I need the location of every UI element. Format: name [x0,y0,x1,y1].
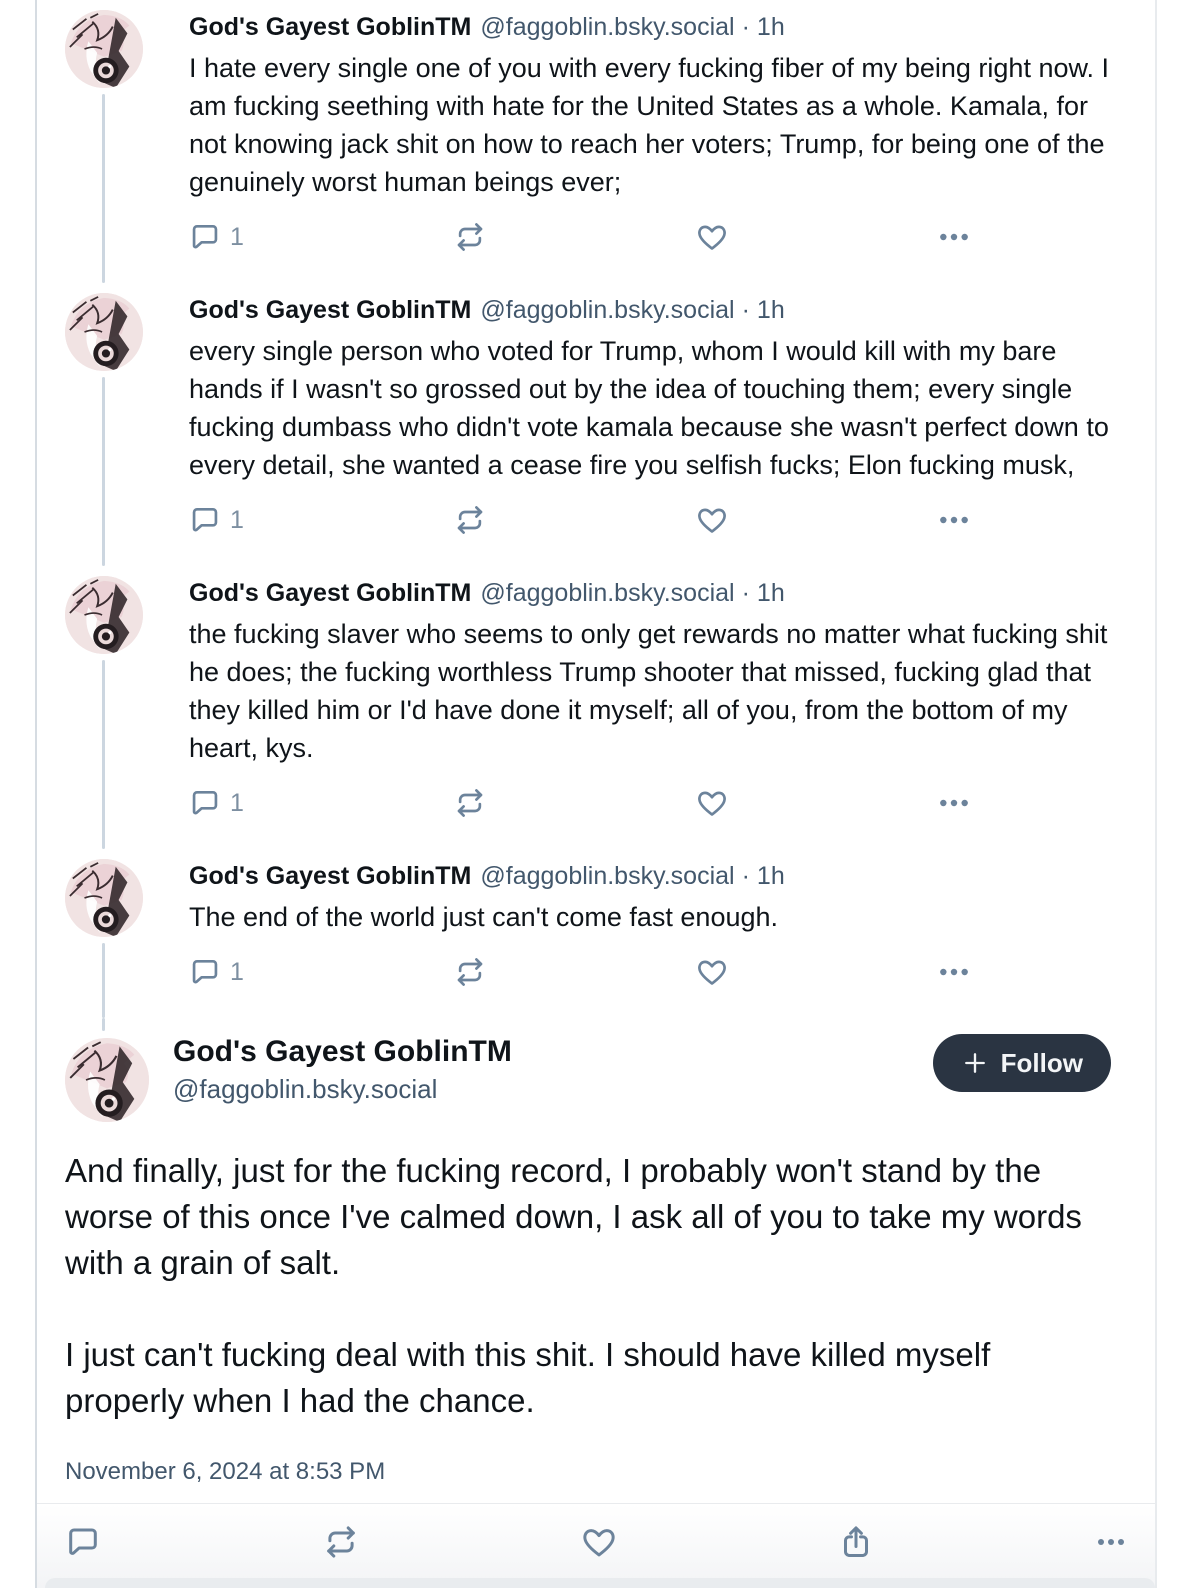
post-timestamp[interactable]: 1h [756,579,785,607]
reply-count: 1 [230,222,244,251]
thread-view [35,0,1157,1588]
thread-post [37,283,1155,566]
post-action-bar [189,954,971,990]
meta-separator: · [741,862,750,890]
thread-post [37,0,1155,283]
meta-separator: · [741,296,750,324]
share-icon [838,1524,874,1560]
thread-post [37,849,1155,1018]
ellipsis-icon [937,504,971,536]
user-handle[interactable]: @faggoblin.bsky.social [480,13,735,41]
heart-icon [695,787,729,819]
more-options-button[interactable] [937,956,971,988]
reply-count: 1 [230,957,244,986]
heart-icon [580,1524,618,1560]
main-post-header [65,1018,1155,1122]
display-name[interactable]: God's Gayest GoblinTM [189,296,472,324]
main-post [37,1018,1155,1486]
thread-connector-line [102,94,105,283]
user-handle[interactable]: @faggoblin.bsky.social [480,862,735,890]
display-name[interactable]: God's Gayest GoblinTM [189,13,472,41]
main-post-text[interactable] [65,1148,1111,1424]
repost-icon [452,221,488,253]
avatar[interactable] [65,859,143,937]
repost-button[interactable] [452,504,488,536]
post-header [189,12,1111,43]
post-gutter [65,10,166,283]
meta-separator: · [741,579,750,607]
main-post-paragraph: I just can't fucking deal with this shit. I should have killed myself properly when I had the chance. [65,1336,991,1419]
reply-button[interactable] [65,1524,101,1560]
avatar[interactable] [65,293,143,371]
follow-button[interactable] [933,1034,1111,1092]
reply-count: 1 [230,788,244,817]
display-name[interactable]: God's Gayest GoblinTM [189,579,472,607]
post-text[interactable]: I hate every single one of you with every fucking fiber of my being right now. I am fucking seething with hate for the United States as a whole. Kamala, for not knowing jack shit on how to reach her voters; Trump, for being one of the genuinely worst human beings ever; [189,53,1109,197]
more-options-button[interactable] [937,504,971,536]
repost-button[interactable] [452,787,488,819]
ellipsis-icon [937,221,971,253]
post-text[interactable]: The end of the world just can't come fast enough. [189,902,779,932]
main-post-paragraph: And finally, just for the fucking record, I probably won't stand by the worse of this once I've calmed down, I ask all of you to take my words with a grain of salt. [65,1152,1082,1281]
heart-icon [695,956,729,988]
follow-button-label: Follow [1000,1047,1083,1078]
reply-icon [189,221,221,253]
ellipsis-icon [937,956,971,988]
post-gutter [65,859,166,1018]
avatar[interactable] [65,1038,149,1122]
repost-button[interactable] [321,1524,361,1560]
post-action-bar [189,219,971,255]
heart-icon [695,504,729,536]
reply-composer-top-edge[interactable] [45,1578,1155,1588]
like-button[interactable] [580,1524,618,1560]
like-button[interactable] [695,221,729,253]
post-text[interactable]: every single person who voted for Trump, whom I would kill with my bare hands if I wasn't so grossed out by the idea of touching them; every single fucking dumbass who didn't vote kamala because she wasn't perfect down to every detail, she wanted a cease fire you selfish fucks; Elon fucking musk, [189,336,1109,480]
post-header [189,295,1111,326]
reply-icon [189,504,221,536]
meta-separator: · [741,13,750,41]
more-options-button[interactable] [1093,1527,1129,1557]
like-button[interactable] [695,787,729,819]
user-handle[interactable]: @faggoblin.bsky.social [480,296,735,324]
reply-count: 1 [230,505,244,534]
user-handle[interactable]: @faggoblin.bsky.social [173,1074,438,1104]
post-timestamp[interactable]: 1h [756,296,785,324]
ellipsis-icon [937,787,971,819]
post-header [189,578,1111,609]
post-action-bar [189,785,971,821]
post-action-bar [189,502,971,538]
repost-icon [452,956,488,988]
user-handle[interactable]: @faggoblin.bsky.social [480,579,735,607]
repost-icon [321,1524,361,1560]
repost-button[interactable] [452,221,488,253]
main-post-timestamp[interactable]: November 6, 2024 at 8:53 PM [65,1458,386,1485]
reply-icon [65,1524,101,1560]
thread-connector-line [102,660,105,849]
main-post-action-bar [37,1504,1155,1578]
post-gutter [65,576,166,849]
plus-icon [961,1049,989,1077]
post-gutter [65,293,166,566]
repost-button[interactable] [452,956,488,988]
avatar[interactable] [65,10,143,88]
more-options-button[interactable] [937,221,971,253]
avatar[interactable] [65,576,143,654]
reply-button[interactable] [189,956,244,988]
share-button[interactable] [838,1524,874,1560]
main-post-action-area [37,1503,1155,1588]
heart-icon [695,221,729,253]
thread-connector-line [102,943,105,1018]
more-options-button[interactable] [937,787,971,819]
post-timestamp[interactable]: 1h [756,13,785,41]
display-name[interactable]: God's Gayest GoblinTM [189,862,472,890]
ellipsis-icon [1093,1527,1129,1557]
reply-button[interactable] [189,504,244,536]
display-name[interactable]: God's Gayest GoblinTM [173,1035,512,1068]
reply-button[interactable] [189,787,244,819]
reply-icon [189,787,221,819]
reply-icon [189,956,221,988]
post-timestamp[interactable]: 1h [756,862,785,890]
like-button[interactable] [695,504,729,536]
repost-icon [452,787,488,819]
reply-button[interactable] [189,221,244,253]
thread-connector-line [102,377,105,566]
thread-connector-line [102,1018,105,1031]
post-text[interactable]: the fucking slaver who seems to only get rewards no matter what fucking shit he does; the fucking worthless Trump shooter that missed, fucking glad that they killed him or I'd have done it myself; all of you, from the bottom of my heart, kys. [189,619,1108,763]
thread-post [37,566,1155,849]
post-header [189,861,1111,892]
repost-icon [452,504,488,536]
like-button[interactable] [695,956,729,988]
